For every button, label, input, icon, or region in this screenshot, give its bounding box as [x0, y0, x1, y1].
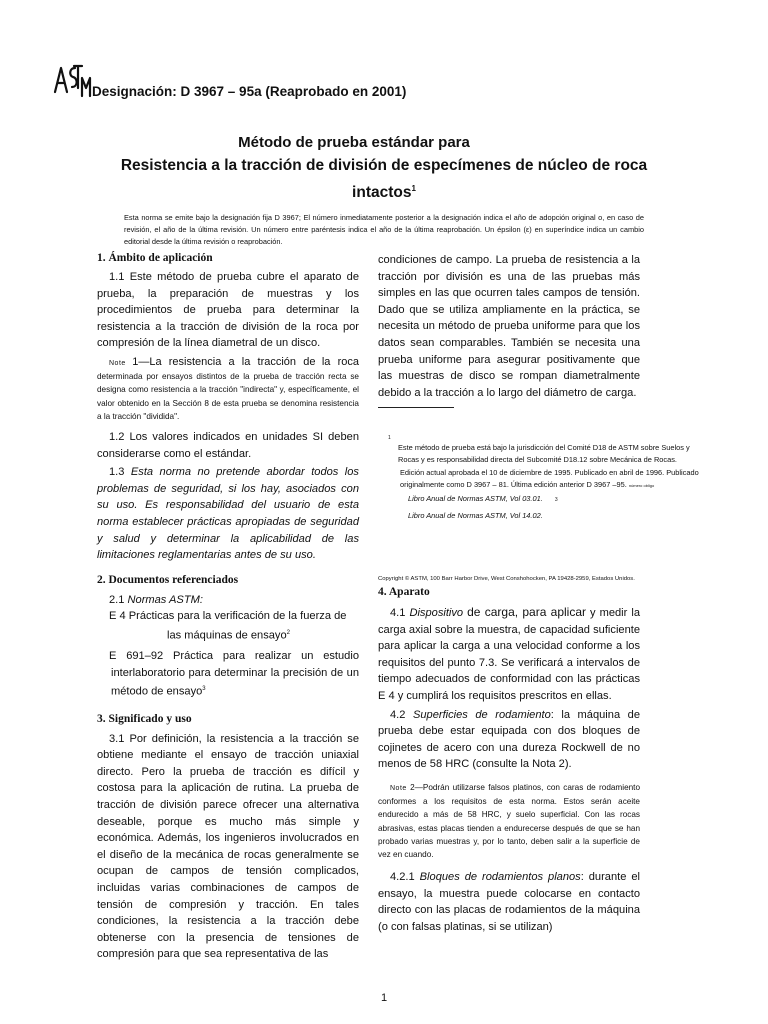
footnote-3-mark: 3 — [554, 496, 558, 503]
paragraph-1-1: 1.1 Este método de prueba cubre el aparato de prueba, la preparación de muestras y los procedimientos de prueba para determinar la resistencia a la tracción de división de la roca por compresión de la línea diametral de un disco. — [97, 271, 359, 350]
paragraph-1-3-number: 1.3 — [109, 466, 125, 479]
document-title — [100, 154, 668, 204]
note-2-text: 2—Podrán utilizarse falsos platinos, con caras de rodamiento conformes a los requisitos de esta norma. Estos serán aceite endurecido a más de 58 HRC, y suelo superficial. Con las rocas abrasivas, estas placas tienden a endurecerse después de que se han probado varias muestras y, por lo tanto, deben salir a la superficie de vez en cuando. — [378, 782, 640, 859]
reference-e691 — [97, 648, 359, 700]
footnote-marker: 1 — [388, 435, 391, 441]
paragraph-4-2-text: : la máquina de prueba debe estar equipada con dos bloques de cojinetes de acero con una dureza Rockwell de no menos de 58 HRC (consulte la Nota 2). — [378, 708, 640, 771]
paragraph-4-2 — [378, 707, 640, 773]
copyright-line: Copyright © ASTM, 100 Barr Harbor Drive, West Conshohocken, PA 19428-2959, Estados Unidos. — [378, 576, 635, 582]
section-1-heading: 1. Ámbito de aplicación — [97, 252, 213, 264]
note-label: Note — [109, 359, 126, 367]
reference-e4 — [97, 608, 359, 625]
right-column — [378, 252, 640, 401]
paragraph-4-2-1-italic: Bloques de rodamientos planos — [419, 871, 581, 884]
paragraph-2-1 — [97, 592, 359, 609]
title-line-2: intactos — [352, 184, 412, 202]
astm-logo — [52, 62, 92, 98]
reference-e691-text: E 691–92 Práctica para realizar un estudio interlaboratorio para determinar la precisión de un método de ensayo — [109, 650, 359, 699]
paragraph-4-1-lead: de carga, para aplicar — [467, 605, 586, 619]
note-1 — [97, 356, 359, 423]
paragraph-1-3 — [97, 464, 359, 564]
footnotes — [388, 434, 710, 522]
paragraph-4-1-text: y medir la carga axial sobre la muestra, de capacidad suficiente para aplicar la carga a una velocidad conforme a los requisitos del punto 7.3. Se verificará a intervalos de tiempo adecuados de conformidad con las prácticas E 4 y cumplirá los requisitos prescritos en ellas. — [378, 607, 640, 702]
footnote-1: Este método de prueba está bajo la jurisdicción del Comité D18 de ASTM sobre Suelos y Rocas y es responsabilidad directa del Subcomité D18.12 sobre Mecánica de Rocas. — [398, 443, 690, 465]
right-column-lower — [378, 586, 640, 936]
paragraph-4-1 — [378, 604, 640, 705]
designation: Designación: D 3967 – 95a (Reaprobado en 2001) — [92, 84, 407, 99]
paragraph-3-1-continued: condiciones de campo. La prueba de resistencia a la tracción por división es una de las pruebas más simples en las que ocurren tales campos de tensión. Dado que se utiliza ampliamente en la práctica, se necesita un método de prueba uniforme para que los datos sean comparables. También se necesita una prueba uniforme para asegurar positivamente que las muestras de disco se rompan diametralmente debido a la tracción a lo largo del diámetro de carga. — [378, 254, 640, 399]
section-2-heading: 2. Documentos referenciados — [97, 573, 239, 586]
reference-e4-line-1: E 4 Prácticas para la verificación de la fuerza de — [109, 610, 347, 623]
section-3-heading: 3. Significado y uso — [97, 712, 192, 725]
paragraph-4-2-1 — [378, 869, 640, 935]
note-1-tail: la roca — [321, 355, 359, 368]
footnote-3-text: Libro Anual de Normas ASTM, Vol 14.02. — [408, 511, 543, 521]
note-1-lead: 1—La resistencia a la tracción de — [132, 355, 316, 368]
footnote-1-small-note: número obligo — [628, 483, 655, 489]
section-4-heading: 4. Aparato — [378, 586, 430, 598]
note-2 — [378, 781, 640, 861]
reference-e4-cont — [97, 625, 359, 644]
paragraph-4-1-italic: Dispositivo — [409, 607, 464, 619]
paragraph-2-1-number: 2.1 — [109, 593, 125, 606]
paragraph-4-2-1-number: 4.2.1 — [390, 871, 415, 884]
note-1-body: determinada por ensayos distintos de la prueba de tracción recta se designa como resistencia a la tracción "indirecta" y, específicamente, el valor obtenido en la Sección 8 de esta prueba se denomina resistencia a la tracción "dividida". — [97, 372, 359, 421]
note-2-label: Note — [390, 784, 407, 792]
standard-notice: Esta norma se emite bajo la designación fija D 3967; El número inmediatamente posterior a la designación indica el año de adopción original o, en caso de revisión, el año de la última revisión. Un número entre paréntesis indica el año de la última reaprobación. Un épsilon (ε) en superíndice indica un cambio editorial desde la última revisión o reaprobación. — [124, 213, 644, 246]
paragraph-2-1-text: Normas ASTM: — [127, 593, 203, 606]
left-column — [97, 252, 359, 963]
footnote-1-edition-text: Edición actual aprobada el 10 de diciembre de 1995. Publicado en abril de 1996. Publicado originalmente como D 3967 – 81. Última edición anterior D 3967 –95. — [400, 467, 699, 490]
footnote-3 — [388, 510, 710, 522]
footnote-1-edition — [388, 467, 710, 493]
page-number: 1 — [380, 992, 388, 1004]
paragraph-4-2-italic: Superficies de rodamiento — [412, 708, 551, 721]
paragraph-4-2-1-text: : durante el ensayo, la muestra puede colocarse en contacto directo con las placas de rodamientos de la máquina (o con falsas platinas, si se utilizan) — [378, 871, 640, 933]
paragraph-4-2-number: 4.2 — [390, 708, 406, 721]
title-line-1: Resistencia a la tracción de división de especímenes de núcleo de roca — [120, 157, 648, 174]
footnote-2-text: Libro Anual de Normas ASTM, Vol 03.01. — [408, 493, 543, 503]
paragraph-1-2: 1.2 Los valores indicados en unidades SI deben considerarse como el estándar. — [97, 430, 359, 460]
reference-e4-line-2: las máquinas de ensayo — [167, 629, 287, 642]
document-subtitle: Método de prueba estándar para — [238, 134, 470, 151]
paragraph-3-1: 3.1 Por definición, la resistencia a la tracción se obtiene mediante el ensayo de tracción uniaxial directo. Pero la prueba de tracción es difícil y costosa para la aplicación de rutina. La prueba de tracción de división parece ofrecer una alternativa deseable, porque es mucho más simple y económica. Además, los ingenieros involucrados en el diseño de la mecánica de rocas generalmente se ocupan de campos de tensión complicados, incluidas varias combinaciones de campos de tensión de compresión y tracción. En tales condiciones, la resistencia a la tracción debe obtenerse con la presencia de tensiones de compresión para que sea representativa de las — [97, 732, 359, 961]
reference-e691-footnote-mark: 3 — [202, 686, 206, 693]
reference-e4-footnote-mark: 2 — [286, 629, 290, 636]
title-footnote-mark: 1 — [411, 184, 416, 193]
paragraph-4-1-number: 4.1 — [390, 607, 406, 619]
footnote-2 — [388, 493, 710, 506]
footnote-divider — [378, 407, 454, 408]
paragraph-1-3-text: Esta norma no pretende abordar todos los problemas de seguridad, si los hay, asociados con su uso. Es responsabilidad del usuario de esta norma establecer prácticas apropiadas de seguridad y salud y determinar la aplicabilidad de las limitaciones reglamentarias antes de su uso. — [97, 466, 359, 562]
